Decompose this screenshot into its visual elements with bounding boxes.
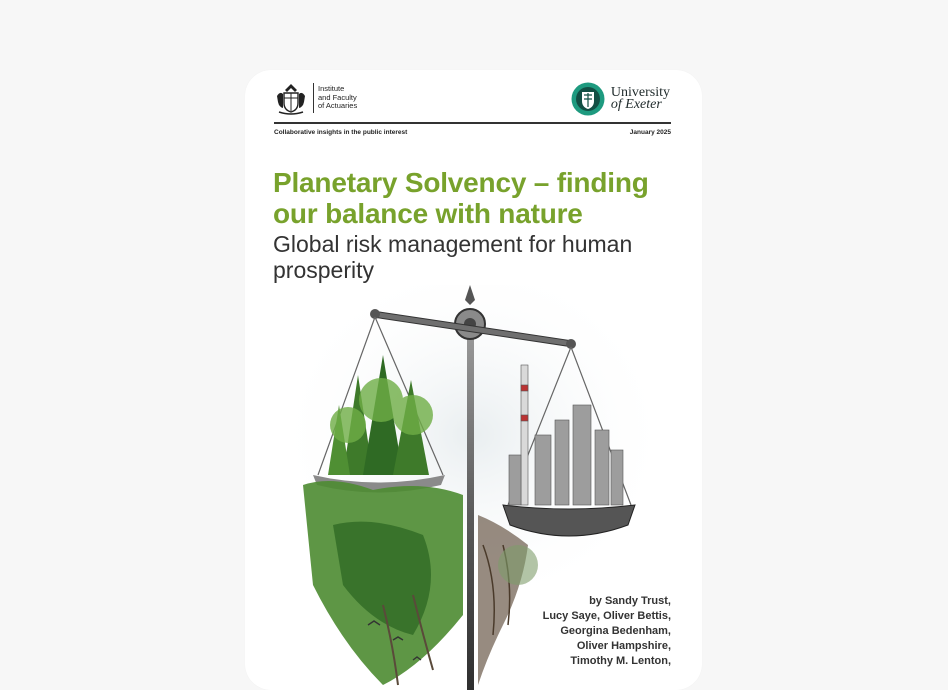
university-of-exeter-badge-icon — [571, 82, 605, 116]
publication-date: January 2025 — [629, 129, 671, 136]
ifoa-name: Institute and Faculty of Actuaries — [318, 84, 358, 111]
report-cover-card[interactable] — [245, 70, 702, 690]
tagline: Collaborative insights in the public interest — [274, 129, 408, 136]
ifoa-crest-icon — [273, 80, 309, 116]
ifoa-logo — [273, 80, 357, 116]
ifoa-divider — [313, 83, 314, 113]
uoe-name: University of Exeter — [610, 85, 670, 112]
report-title: Planetary Solvency – finding our balance with nature — [273, 167, 649, 229]
header-rule — [274, 122, 671, 124]
author-list: by Sandy Trust, Lucy Saye, Oliver Bettis, Georgina Bedenham, Oliver Hampshire, Timothy M. Lenton, — [542, 595, 671, 667]
report-subtitle: Global risk management for human prosperity — [273, 231, 633, 283]
university-of-exeter-logo — [571, 82, 670, 116]
